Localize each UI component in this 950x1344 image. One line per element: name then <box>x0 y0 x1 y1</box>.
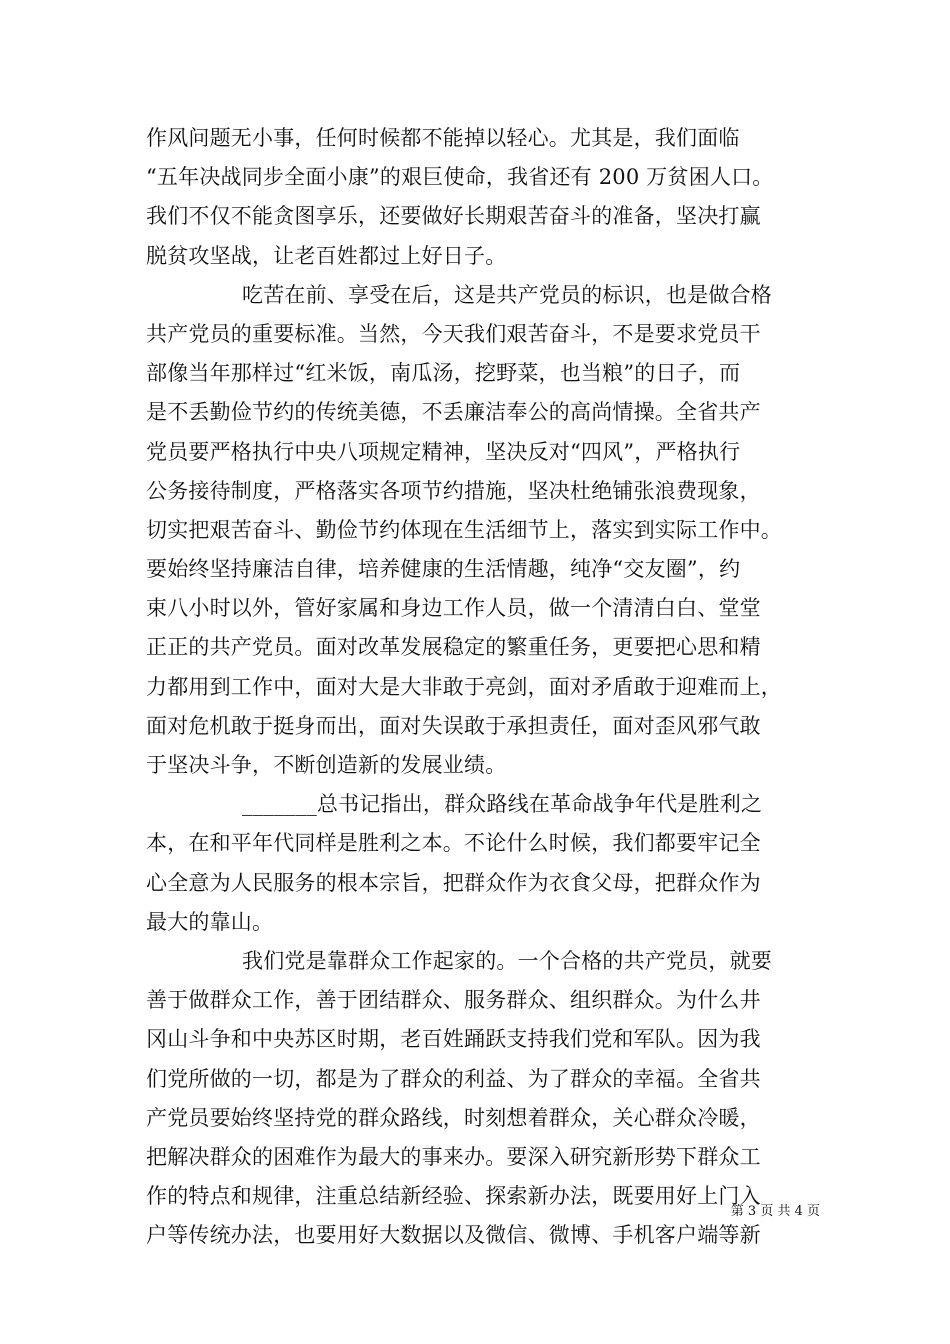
text-line: 作风问题无小事，任何时候都不能掉以轻心。尤其是，我们面临 <box>146 126 740 150</box>
page-number-footer: 第 3 页 共 4 页 <box>730 1204 820 1219</box>
text-line: 党员要严格执行中央八项规定精神，坚决反对“四风”，严格执行 <box>146 439 741 464</box>
text-line: 正正的共产党员。面对改革发展稳定的繁重任务，更要把心思和精 <box>146 635 761 660</box>
text-line: “五年决战同步全面小康”的艰巨使命，我省还有 200 万贫困人口。 <box>146 165 774 190</box>
text-line: 产党员要始终坚持党的群众路线，时刻想着群众，关心群众冷暖， <box>146 1105 761 1130</box>
paragraph-start-line: _______总书记指出，群众路线在革命战争年代是胜利之 <box>242 792 763 817</box>
text-line: 公务接待制度，严格落实各项节约措施，坚决杜绝铺张浪费现象， <box>146 478 761 503</box>
text-line: 冈山斗争和中央苏区时期，老百姓踊跃支持我们党和军队。因为我 <box>146 1027 761 1052</box>
text-line: 是不丢勤俭节约的传统美德，不丢廉洁奉公的高尚情操。全省共产 <box>146 400 761 425</box>
text-line: 心全意为人民服务的根本宗旨，把群众作为衣食父母，把群众作为 <box>146 870 761 895</box>
text-line: 作的特点和规律，注重总结新经验、探索新办法，既要用好上门入 <box>146 1184 761 1209</box>
paragraph-start-line: 吃苦在前、享受在后，这是共产党员的标识，也是做合格 <box>242 282 772 307</box>
text-line: 我们不仅不能贪图享乐，还要做好长期艰苦奋斗的准备，坚决打赢 <box>146 204 761 229</box>
text-line: 面对危机敢于挺身而出，面对失误敢于承担责任，面对歪风邪气敢 <box>146 713 761 738</box>
text-line: 户等传统办法，也要用好大数据以及微信、微博、手机客户端等新 <box>146 1223 761 1248</box>
text-line: 本，在和平年代同样是胜利之本。不论什么时候，我们都要牢记全 <box>146 831 761 856</box>
text-line: 力都用到工作中，面对大是大非敢于亮剑，面对矛盾敢于迎难而上， <box>146 674 782 699</box>
text-line: 共产党员的重要标准。当然，今天我们艰苦奋斗，不是要求党员干 <box>146 321 761 346</box>
text-line: 部像当年那样过“红米饭，南瓜汤，挖野菜，也当粮”的日子，而 <box>146 361 741 386</box>
text-line: 切实把艰苦奋斗、勤俭节约体现在生活细节上，落实到实际工作中。 <box>146 517 782 542</box>
text-line: 于坚决斗争，不断创造新的发展业绩。 <box>146 753 507 777</box>
body-text <box>146 119 821 1255</box>
text-line: 要始终坚持廉洁自律，培养健康的生活情趣，纯净“交友圈”，约 <box>146 557 741 582</box>
paragraph-start-line: 我们党是靠群众工作起家的。一个合格的共产党员，就要 <box>242 948 772 973</box>
text-line: 最大的靠山。 <box>146 909 274 934</box>
text-line: 把解决群众的困难作为最大的事来办。要深入研究新形势下群众工 <box>146 1144 761 1169</box>
text-line: 脱贫攻坚战，让老百姓都过上好日子。 <box>146 243 507 268</box>
text-line: 束八小时以外，管好家属和身边工作人员，做一个清清白白、堂堂 <box>146 596 761 621</box>
text-line: 善于做群众工作，善于团结群众、服务群众、组织群众。为什么井 <box>146 988 761 1013</box>
text-line: 们党所做的一切，都是为了群众的利益、为了群众的幸福。全省共 <box>146 1066 761 1091</box>
